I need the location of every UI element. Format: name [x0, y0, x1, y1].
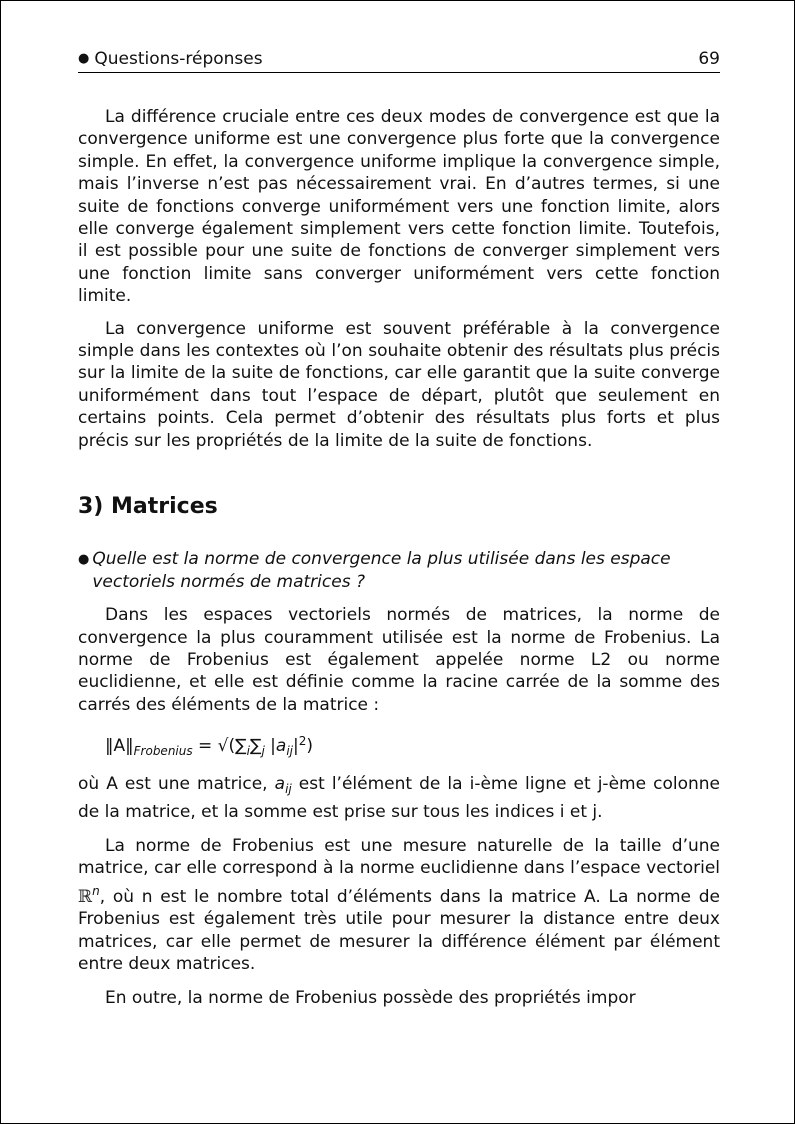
p4-variable-letter: a [274, 774, 286, 795]
p4-text-before: où A est une matrice, [78, 774, 275, 795]
paragraph-properties: En outre, la norme de Frobenius possède des propriétés impor [105, 988, 636, 1009]
header-section [78, 48, 263, 70]
formula-close: ) [306, 736, 314, 757]
page-content [78, 48, 720, 1010]
paragraph-natural-measure [78, 835, 720, 975]
paragraph-convergence-difference: La différence cruciale entre ces deux modes de convergence est que la convergence uniforme est une convergence plus forte que la convergence simple. En effet, la convergence uniforme implique la convergence simple, mais l’inverse n’est pas nécessairement vrai. En d’autres termes, si une suite de fonctions converge uniformément vers une fonction limite, alors elle converge également simplement vers cette fonction limite. Toutefois, il est possible pour une suite de fonctions de converger simplement vers une fonction limite sans converger uniformément vers cette fonction limite. [78, 107, 720, 307]
formula-norm: ‖A‖ [105, 736, 134, 757]
formula-sum-j: ∑ [249, 736, 262, 757]
running-header [78, 48, 720, 73]
formula-sum-i-subscript: i [246, 744, 250, 759]
section-title: 3) Matrices [78, 494, 218, 520]
p5-text-before: La norme de Frobenius est une mesure naturelle de la taille d’une matrice, car elle correspond à la norme euclidienne dans l’espace vectoriel [78, 835, 720, 879]
p4-text-after: est l’élément de la i-ème ligne et j-ème colonne de la matrice, et la somme est prise sur tous les indices i et j. [78, 774, 720, 822]
formula-sum-i: ∑ [235, 736, 247, 757]
p5-real-space-exponent: n [92, 883, 100, 898]
header-section-label: Questions-réponses [94, 49, 263, 69]
formula-equals-sqrt: = √( [192, 736, 236, 757]
paragraph-formula-explanation [78, 773, 720, 823]
bullet-icon: ● [78, 552, 90, 568]
bullet-icon: ● [78, 51, 90, 66]
paragraph-frobenius-definition: Dans les espaces vectoriels normés de matrices, la norme de convergence la plus couramment utilisée est la norme de Frobenius. La norme de Frobenius est également appelée norme L2 ou norme euclidienne, et elle est définie comme la racine carrée de la somme des carrés des éléments de la matrice : [78, 605, 720, 715]
formula-sum-j-subscript: j [261, 744, 265, 759]
frobenius-formula [105, 728, 720, 764]
p4-variable [274, 774, 292, 797]
formula-power: 2 [298, 734, 307, 749]
p5-real-space-symbol: ℝ [78, 886, 93, 907]
paragraph-uniform-preferable: La convergence uniforme est souvent préférable à la convergence simple dans les contextes où l’on souhaite obtenir des résultats plus précis sur la limite de la suite de fonctions, car elle garantit que la suite converge uniformément dans tout l’espace de départ, plutôt que seulement en certains points. Cela permet d’obtenir des résultats plus forts et plus précis sur les propriétés de la limite de la suite de fonctions. [78, 318, 720, 451]
formula-abs-subscript: ij [286, 744, 294, 759]
formula-abs-close: | [293, 736, 299, 757]
question-item [78, 548, 720, 594]
page-number: 69 [698, 49, 720, 69]
formula-abs-open: |a [264, 736, 287, 757]
formula-norm-subscript: Frobenius [133, 744, 193, 759]
p4-variable-subscript: ij [285, 782, 292, 797]
question-text: Quelle est la norme de convergence la plus utilisée dans les espace vectoriels normés de matrices ? [92, 549, 671, 593]
p5-text-after: , où n est le nombre total d’éléments dans la matrice A. La norme de Frobenius est également très utile pour mesurer la distance entre deux matrices, car elle permet de mesurer la différence élément par élément entre deux matrices. [78, 886, 720, 974]
